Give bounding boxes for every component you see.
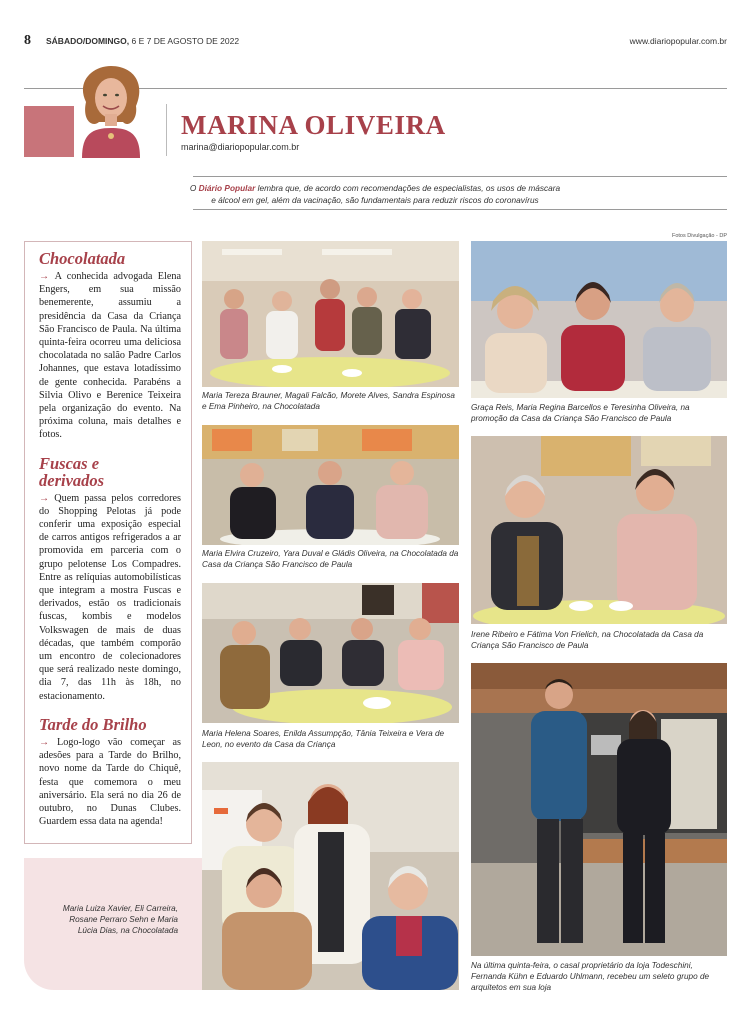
arrow-icon: → xyxy=(39,492,55,504)
columnist-email[interactable]: marina@diariopopular.com.br xyxy=(181,142,300,152)
photo-caption-6: Na última quinta-feira, o casal proprietário da loja Todeschini, Fernanda Kühn e Eduardo Uhlmann, recebeu um seleto grupo de arquitetos em sua loja xyxy=(471,961,710,992)
issue-date-text: 6 E 7 DE AGOSTO DE 2022 xyxy=(131,36,240,46)
photo-caption-2: Graça Reis, Maria Regina Barcellos e Teresinha Oliveira, na promoção da Casa da Criança São Francisco de Paula xyxy=(471,403,690,423)
photo-caption-5: Maria Helena Soares, Enilda Assumpção, Tânia Teixeira e Vera de Leon, no evento da Casa da Criança xyxy=(202,729,445,749)
photo-store-owners xyxy=(471,663,727,956)
section-text: Quem passa pelos corredores do Shopping Pelotas já pode conferir uma exposição especial de carros antigos refrigerados a ar promovida em parceria com o grupo pelotense Los Compadres. Entre as relíquias automobilísticas que integram a mostra Fuscas e derivados, estão os tradicionais fuscas, kombis e modelos Volkswagen de mais de duas décadas, que também comporão um encontro de colecionadores que será realizado neste domingo, dia 7, das 11h às 18h, no estacionamento. xyxy=(39,492,181,702)
page-number: 8 xyxy=(24,33,31,48)
column-text-box xyxy=(24,241,192,844)
section-text: Logo-logo vão começar as adesões para a Tarde do Brilho, novo nome da Tarde do Chiquê, festa que comemora o meu aniversário. Ela será no dia 26 de outubro, no Dunas Clubes. Guardem essa data na agenda! xyxy=(39,736,182,828)
photo-event-group xyxy=(202,583,459,723)
notice-line-1: lembra que, de acordo com recomendações de especialistas, os usos de máscara xyxy=(257,183,561,193)
photo-caption-1: Maria Tereza Brauner, Magali Falcão, Morete Alves, Sandra Espinosa e Ema Pinheiro, na Chocolatada xyxy=(202,391,455,411)
notice-line-2: e álcool em gel, além da vacinação, são fundamentais para reduzir riscos do coronavírus xyxy=(211,195,539,205)
photo-caption-3: Maria Elvira Cruzeiro, Yara Duval e Gládis Oliveira, na Chocolatada da Casa da Criança São Francisco de Paula xyxy=(202,549,459,569)
photo-chocolatada-duo xyxy=(471,436,727,624)
photo-caption-7: Maria Luiza Xavier, Eli Carreira, Rosane Perraro Sehn e Maria Lúcia Dias, na Chocolatada xyxy=(62,904,178,935)
accent-block xyxy=(24,106,74,157)
caption-box xyxy=(24,858,202,990)
section-title-chocolatada: Chocolatada xyxy=(39,249,126,268)
arrow-icon: → xyxy=(39,271,55,282)
photo-promotion-group xyxy=(471,241,727,398)
section-text: A conhecida advogada Elena Engers, em sua missão benemerente, assumiu a presidência da Casa da Criança São Francisco de Paula. Na última quinta-feira ocorreu uma deliciosa chocolatada no salão Padre Carlos Johannes, que estava lotadíssimo de gente conhecida. Parabéns a Silvia Olivo e Berenice Teixeira pela organização do evento. Na próxima coluna, mais detalhes e fotos. xyxy=(39,271,181,441)
photo-chocolatada-group-1 xyxy=(202,241,459,387)
photo-credit: Fotos Divulgação - DP xyxy=(671,233,727,239)
notice-prefix: O xyxy=(189,183,197,193)
columnist-name: MARINA OLIVEIRA xyxy=(181,110,446,140)
health-notice xyxy=(150,182,600,206)
photo-caption-4: Irene Ribeiro e Fátima Von Frielich, na Chocolatada da Casa da Criança São Francisco de Paula xyxy=(471,630,704,650)
section-title-fuscas: Fuscas e derivados xyxy=(39,453,105,490)
header-divider xyxy=(166,104,167,156)
website-link[interactable]: www.diariopopular.com.br xyxy=(629,36,727,46)
notice-brand: Diário Popular xyxy=(198,183,256,193)
section-body-tarde-do-brilho xyxy=(39,736,181,828)
section-body-fuscas xyxy=(39,492,181,703)
photo-chocolatada-group-2 xyxy=(202,425,459,545)
section-title-tarde-do-brilho: Tarde do Brilho xyxy=(39,714,147,734)
columnist-portrait xyxy=(68,62,154,158)
issue-day: SÁBADO/DOMINGO, xyxy=(46,36,130,46)
issue-date xyxy=(46,36,239,46)
photo-chocolatada-group-3 xyxy=(202,762,459,990)
notice-rule-bottom xyxy=(193,209,727,210)
notice-rule-top xyxy=(193,176,727,177)
section-body-chocolatada xyxy=(39,270,181,442)
arrow-icon: → xyxy=(39,736,57,748)
